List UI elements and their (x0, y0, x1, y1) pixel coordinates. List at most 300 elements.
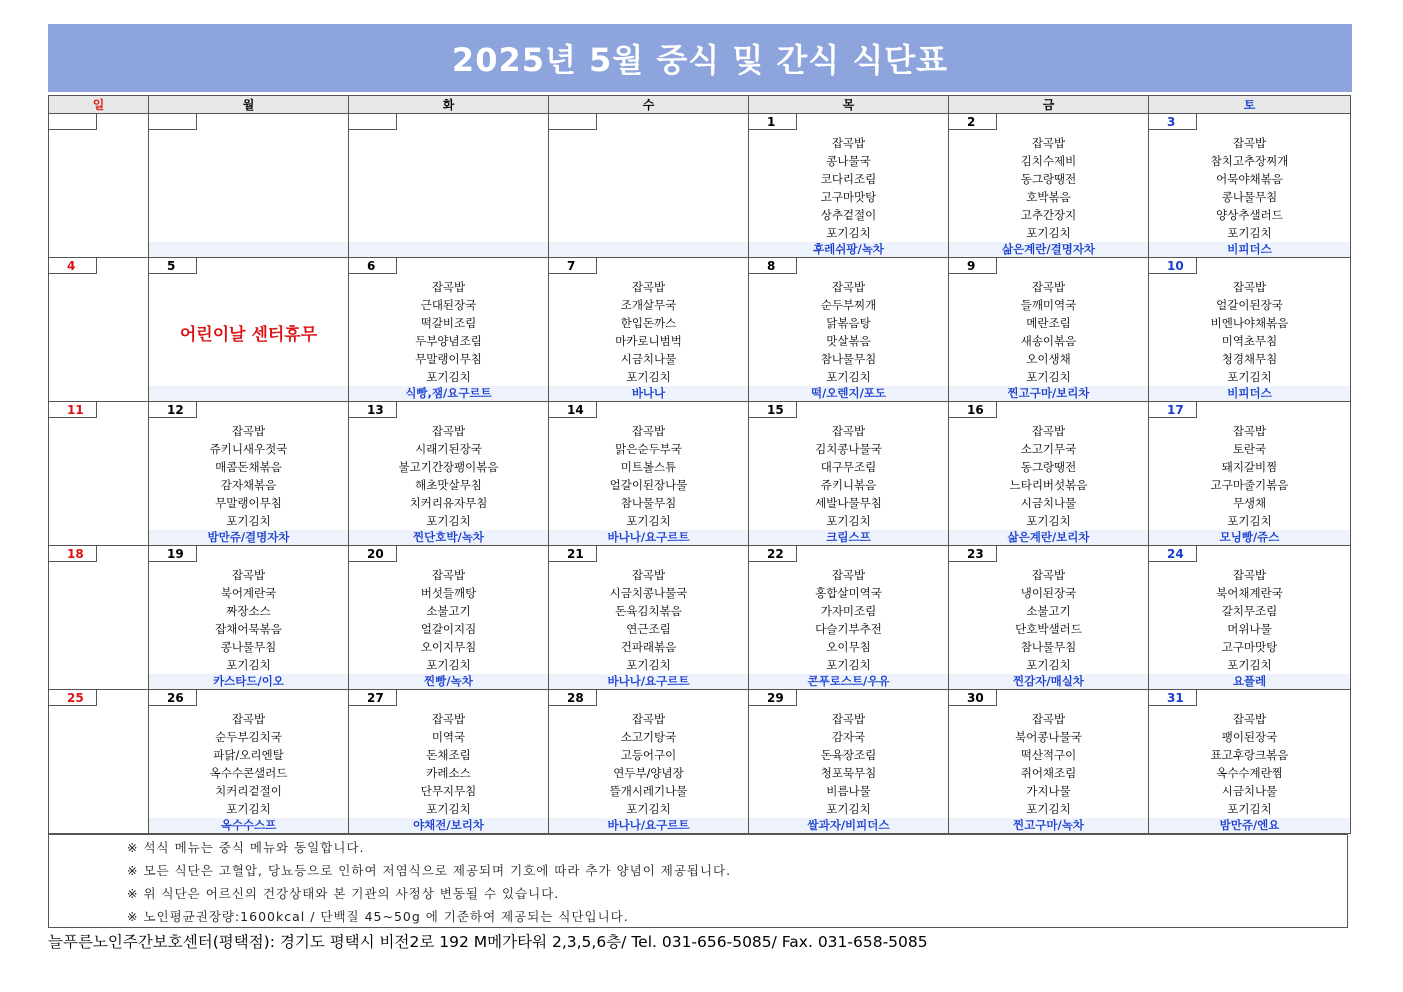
snack-label: 콘푸로스트/우유 (749, 674, 948, 689)
day-number: 18 (49, 546, 97, 562)
menu-item: 얼갈이된장국 (1216, 298, 1283, 312)
menu-item: 갈치무조림 (1221, 604, 1278, 618)
snack-label: 모닝빵/쥬스 (1149, 530, 1350, 545)
menu-list (149, 710, 348, 818)
menu-item: 닭볶음탕 (826, 316, 871, 330)
holiday-notice: 어린이날 센터휴무 (179, 325, 318, 345)
menu-item: 포기김치 (626, 370, 671, 384)
menu-list (1149, 710, 1350, 818)
menu-item: 옥수수콘샐러드 (209, 766, 288, 780)
day-cell (49, 690, 149, 834)
weekday-mon: 월 (149, 96, 349, 114)
snack-label (149, 386, 348, 401)
menu-item: 오이지무침 (420, 640, 477, 654)
menu-item: 포기김치 (826, 802, 871, 816)
menu-item: 고등어구이 (620, 748, 677, 762)
menu-item: 오이생채 (1026, 352, 1071, 366)
day-number: 11 (49, 402, 97, 418)
day-number: 24 (1149, 546, 1197, 562)
footer-address: 늘푸른노인주간보호센터(평택점): 경기도 평택시 비전2로 192 M메가타워 2,3,5,6층/ Tel. 031-656-5085/ Fax. 031-658-5085 (48, 933, 928, 951)
menu-list (1149, 566, 1350, 674)
day-cell (1149, 114, 1351, 258)
menu-item: 옥수수계란찜 (1216, 766, 1283, 780)
day-number: 21 (549, 546, 597, 562)
snack-label: 삶은계란/결명자차 (949, 242, 1148, 257)
menu-item: 잡곡밥 (831, 712, 866, 726)
menu-item: 오이무침 (826, 640, 871, 654)
menu-list (549, 422, 748, 530)
menu-item: 버섯들깨탕 (420, 586, 477, 600)
menu-item: 잡곡밥 (831, 280, 866, 294)
day-number: 26 (149, 690, 197, 706)
snack-label: 떡/오렌지/포도 (749, 386, 948, 401)
menu-item: 연근조림 (626, 622, 671, 636)
snack-label (149, 242, 348, 257)
menu-item: 순두부찌개 (820, 298, 877, 312)
snack-label: 크림스프 (749, 530, 948, 545)
menu-item: 포기김치 (426, 514, 471, 528)
menu-item: 어묵야채볶음 (1216, 172, 1283, 186)
snack-label: 후레쉬팡/녹차 (749, 242, 948, 257)
day-number: 20 (349, 546, 397, 562)
menu-item: 쥬키니새우젓국 (209, 442, 288, 456)
menu-list (749, 710, 948, 818)
menu-item: 잡곡밥 (631, 568, 666, 582)
menu-item: 참나물무침 (820, 352, 877, 366)
menu-item: 고구마맛탕 (820, 190, 877, 204)
menu-item: 포기김치 (426, 370, 471, 384)
menu-item: 잡곡밥 (831, 568, 866, 582)
menu-item: 포기김치 (826, 514, 871, 528)
menu-item: 미역국 (431, 730, 466, 744)
day-cell (749, 546, 949, 690)
snack-label: 쌀과자/비피더스 (749, 818, 948, 833)
day-number: 7 (549, 258, 597, 274)
day-number: 9 (949, 258, 997, 274)
menu-item: 포기김치 (1026, 370, 1071, 384)
day-number: 2 (949, 114, 997, 130)
day-cell (749, 114, 949, 258)
menu-item: 북어채계란국 (1216, 586, 1283, 600)
weekday-sun: 일 (49, 96, 149, 114)
snack-label: 카스타드/이오 (149, 674, 348, 689)
menu-item: 포기김치 (1227, 514, 1272, 528)
weekday-header-row (49, 96, 1351, 114)
menu-item: 돼지갈비찜 (1221, 460, 1278, 474)
menu-item: 포기김치 (1227, 658, 1272, 672)
day-cell (149, 546, 349, 690)
weekday-sat: 토 (1149, 96, 1351, 114)
snack-label: 바나나 (549, 386, 748, 401)
menu-item: 청포묵무침 (820, 766, 877, 780)
note-line: ※ 노인평균권장량:1600kcal / 단백질 45~50g 에 기준하여 제공되는 식단입니다. (127, 909, 629, 924)
day-cell (949, 690, 1149, 834)
menu-item: 대구무조림 (820, 460, 877, 474)
menu-item: 시금치콩나물국 (609, 586, 688, 600)
weekday-tue: 화 (349, 96, 549, 114)
snack-label: 찐단호박/녹차 (349, 530, 548, 545)
snack-label: 찐감자/매실차 (949, 674, 1148, 689)
menu-item: 감자채볶음 (220, 478, 277, 492)
menu-item: 비름나물 (826, 784, 871, 798)
snack-label: 찐고구마/녹차 (949, 818, 1148, 833)
menu-item: 고구마맛탕 (1221, 640, 1278, 654)
day-cell (949, 114, 1149, 258)
menu-list (949, 134, 1148, 242)
menu-list (949, 422, 1148, 530)
menu-item: 가지나물 (1026, 784, 1071, 798)
day-number: 23 (949, 546, 997, 562)
menu-list (749, 566, 948, 674)
day-number: 28 (549, 690, 597, 706)
menu-item: 얼갈이지짐 (420, 622, 477, 636)
week-row (49, 546, 1351, 690)
menu-item: 잡곡밥 (1232, 712, 1267, 726)
menu-item: 참나물무침 (1020, 640, 1077, 654)
menu-item: 포기김치 (226, 658, 271, 672)
menu-item: 시래기된장국 (415, 442, 482, 456)
menu-list (949, 710, 1148, 818)
menu-item: 김치수제비 (1020, 154, 1077, 168)
menu-list (749, 134, 948, 242)
menu-item: 시금치나물 (1020, 496, 1077, 510)
menu-item: 동그랑땡전 (1020, 460, 1077, 474)
menu-item: 소고기탕국 (620, 730, 677, 744)
menu-item: 포기김치 (1026, 514, 1071, 528)
note-line: ※ 모든 식단은 고혈압, 당뇨등으로 인하여 저염식으로 제공되며 기호에 따라 추가 양념이 제공됩니다. (127, 863, 732, 878)
day-cell (49, 546, 149, 690)
day-number: 27 (349, 690, 397, 706)
menu-item: 얼갈이된장나물 (609, 478, 688, 492)
menu-item: 소불고기 (426, 604, 471, 618)
snack-label (549, 242, 748, 257)
menu-list (349, 278, 548, 386)
day-cell (349, 258, 549, 402)
day-number: 4 (49, 258, 97, 274)
snack-label: 바나나/요구르트 (549, 818, 748, 833)
day-number: 13 (349, 402, 397, 418)
day-cell (149, 114, 349, 258)
menu-item: 머위나물 (1227, 622, 1272, 636)
week-row (49, 690, 1351, 834)
menu-item: 잡곡밥 (1232, 568, 1267, 582)
menu-item: 돈육장조림 (820, 748, 877, 762)
menu-item: 한입돈까스 (620, 316, 677, 330)
menu-item: 두부양념조림 (415, 334, 482, 348)
menu-item: 콩나물무침 (1221, 190, 1278, 204)
menu-item: 건파래볶음 (620, 640, 677, 654)
day-cell (549, 546, 749, 690)
menu-item: 김치콩나물국 (815, 442, 882, 456)
day-number: 16 (949, 402, 997, 418)
menu-item: 잡곡밥 (1232, 136, 1267, 150)
menu-list (949, 566, 1148, 674)
day-cell (749, 258, 949, 402)
menu-list (149, 566, 348, 674)
day-number: 25 (49, 690, 97, 706)
day-cell (1149, 402, 1351, 546)
menu-item: 불고기간장팽이볶음 (398, 460, 499, 474)
day-cell (749, 402, 949, 546)
snack-label: 밤만쥬/결명자차 (149, 530, 348, 545)
snack-label: 바나나/요구르트 (549, 674, 748, 689)
day-cell (1149, 546, 1351, 690)
menu-item: 잡곡밥 (231, 424, 266, 438)
menu-item: 포기김치 (826, 226, 871, 240)
menu-item: 잡곡밥 (1031, 280, 1066, 294)
snack-label: 옥수수스프 (149, 818, 348, 833)
page-title: 2025년 5월 중식 및 간식 식단표 (451, 41, 949, 79)
menu-item: 잡곡밥 (431, 280, 466, 294)
day-cell (1149, 258, 1351, 402)
menu-item: 세발나물무침 (815, 496, 882, 510)
weekday-wed: 수 (549, 96, 749, 114)
menu-item: 떡갈비조림 (420, 316, 477, 330)
menu-item: 카레소스 (426, 766, 471, 780)
weekday-thu: 목 (749, 96, 949, 114)
day-number: 15 (749, 402, 797, 418)
day-number (549, 114, 597, 130)
day-cell (549, 114, 749, 258)
menu-item: 포기김치 (1026, 802, 1071, 816)
menu-item: 짜장소스 (226, 604, 271, 618)
day-cell (549, 258, 749, 402)
menu-item: 잡곡밥 (231, 568, 266, 582)
menu-list (549, 710, 748, 818)
menu-item: 단호박샐러드 (1015, 622, 1082, 636)
menu-item: 미트볼스튜 (620, 460, 677, 474)
menu-item: 포기김치 (426, 802, 471, 816)
menu-list (1149, 134, 1350, 242)
day-number (149, 114, 197, 130)
day-number: 3 (1149, 114, 1197, 130)
menu-item: 들깨미역국 (1020, 298, 1077, 312)
menu-item: 토란국 (1232, 442, 1267, 456)
menu-item: 냉이된장국 (1020, 586, 1077, 600)
menu-list (949, 278, 1148, 386)
title-bar (48, 24, 1352, 92)
menu-list (1149, 422, 1350, 530)
day-cell (49, 402, 149, 546)
menu-item: 잡곡밥 (231, 712, 266, 726)
menu-list (349, 566, 548, 674)
menu-item: 포기김치 (826, 658, 871, 672)
menu-item: 포기김치 (1227, 226, 1272, 240)
menu-item: 다슬기부추전 (815, 622, 882, 636)
day-number: 12 (149, 402, 197, 418)
menu-item: 새송이볶음 (1020, 334, 1077, 348)
menu-item: 고구마줄기볶음 (1210, 478, 1289, 492)
menu-item: 돈채조림 (426, 748, 471, 762)
menu-item: 코다리조림 (820, 172, 877, 186)
week-row (49, 258, 1351, 402)
menu-item: 감자국 (831, 730, 866, 744)
menu-item: 미역초무침 (1221, 334, 1278, 348)
menu-item: 잡곡밥 (631, 280, 666, 294)
day-cell (49, 114, 149, 258)
day-number: 14 (549, 402, 597, 418)
day-cell (49, 258, 149, 402)
menu-item: 해초맛살무침 (415, 478, 482, 492)
menu-list (749, 422, 948, 530)
menu-item: 쥬키니볶음 (820, 478, 877, 492)
snack-label: 바나나/요구르트 (549, 530, 748, 545)
menu-item: 연두부/양념장 (613, 766, 684, 780)
day-cell (549, 690, 749, 834)
menu-item: 맑은순두부국 (615, 442, 682, 456)
menu-list (349, 710, 548, 818)
menu-item: 북어계란국 (220, 586, 277, 600)
menu-item: 매콤돈채볶음 (215, 460, 282, 474)
day-cell (949, 258, 1149, 402)
menu-item: 포기김치 (626, 802, 671, 816)
day-cell (349, 114, 549, 258)
menu-item: 잡곡밥 (431, 712, 466, 726)
snack-label: 찐고구마/보리차 (949, 386, 1148, 401)
menu-item: 잡곡밥 (431, 568, 466, 582)
menu-item: 포기김치 (1026, 226, 1071, 240)
menu-item: 북어콩나물국 (1015, 730, 1082, 744)
calendar-body (49, 114, 1351, 834)
menu-item: 단무지무침 (420, 784, 477, 798)
menu-item: 양상추샐러드 (1216, 208, 1283, 222)
menu-item: 팽이된장국 (1221, 730, 1278, 744)
menu-item: 호박볶음 (1026, 190, 1071, 204)
day-number: 5 (149, 258, 197, 274)
menu-item: 잡곡밥 (1031, 712, 1066, 726)
menu-item: 치커리유자무침 (409, 496, 488, 510)
day-number: 6 (349, 258, 397, 274)
snack-label: 비피더스 (1149, 386, 1350, 401)
snack-label: 밤만쥬/엔요 (1149, 818, 1350, 833)
menu-item: 순두부김치국 (215, 730, 282, 744)
weekday-fri: 금 (949, 96, 1149, 114)
snack-label: 야채전/보리차 (349, 818, 548, 833)
menu-list (749, 278, 948, 386)
menu-item: 홍합살미역국 (815, 586, 882, 600)
menu-item: 파닭/오리엔탈 (213, 748, 284, 762)
menu-item: 치커리겉절이 (215, 784, 282, 798)
day-number: 17 (1149, 402, 1197, 418)
note-line: ※ 위 식단은 어르신의 건강상태와 본 기관의 사정상 변동될 수 있습니다. (127, 886, 560, 901)
menu-item: 가자미조림 (820, 604, 877, 618)
day-cell (149, 690, 349, 834)
day-cell (349, 402, 549, 546)
menu-item: 잡채어묵볶음 (215, 622, 282, 636)
day-number (49, 114, 97, 130)
menu-item: 포기김치 (226, 514, 271, 528)
day-number: 29 (749, 690, 797, 706)
menu-item: 잡곡밥 (1031, 424, 1066, 438)
day-number: 22 (749, 546, 797, 562)
snack-label: 삶은계란/보리차 (949, 530, 1148, 545)
day-cell (949, 402, 1149, 546)
menu-list (549, 566, 748, 674)
day-cell (549, 402, 749, 546)
day-cell (1149, 690, 1351, 834)
day-cell (949, 546, 1149, 690)
menu-item: 포기김치 (1026, 658, 1071, 672)
day-cell (349, 546, 549, 690)
day-number (349, 114, 397, 130)
menu-item: 메란조림 (1026, 316, 1071, 330)
snack-label (349, 242, 548, 257)
menu-item: 청경채무침 (1221, 352, 1278, 366)
menu-item: 참치고추장찌개 (1210, 154, 1289, 168)
menu-item: 돈육김치볶음 (615, 604, 682, 618)
menu-item: 포기김치 (1227, 370, 1272, 384)
menu-item: 잡곡밥 (631, 712, 666, 726)
menu-list (149, 422, 348, 530)
menu-item: 상추겉절이 (820, 208, 877, 222)
menu-item: 잡곡밥 (631, 424, 666, 438)
menu-item: 뜰개시레기나물 (609, 784, 688, 798)
day-number: 30 (949, 690, 997, 706)
menu-item: 무말랭이무침 (415, 352, 482, 366)
menu-item: 소불고기 (1026, 604, 1071, 618)
menu-item: 맛살볶음 (826, 334, 871, 348)
menu-item: 잡곡밥 (431, 424, 466, 438)
day-number: 10 (1149, 258, 1197, 274)
day-number: 19 (149, 546, 197, 562)
menu-item: 포기김치 (426, 658, 471, 672)
menu-item: 잡곡밥 (1031, 136, 1066, 150)
snack-label: 비피더스 (1149, 242, 1350, 257)
day-number: 31 (1149, 690, 1197, 706)
menu-item: 동그랑땡전 (1020, 172, 1077, 186)
menu-item: 무생채 (1232, 496, 1267, 510)
day-number: 1 (749, 114, 797, 130)
menu-item: 시금치나물 (620, 352, 677, 366)
menu-item: 포기김치 (626, 514, 671, 528)
note-line: ※ 석식 메뉴는 중식 메뉴와 동일합니다. (127, 840, 365, 855)
menu-item: 포기김치 (226, 802, 271, 816)
menu-item: 느타리버섯볶음 (1009, 478, 1088, 492)
snack-label: 요플레 (1149, 674, 1350, 689)
menu-item: 쥐어채조림 (1020, 766, 1077, 780)
day-cell (349, 690, 549, 834)
menu-item: 마카로니범벅 (615, 334, 682, 348)
snack-label: 식빵,잼/요구르트 (349, 386, 548, 401)
menu-item: 잡곡밥 (831, 424, 866, 438)
menu-item: 잡곡밥 (831, 136, 866, 150)
snack-label: 찐빵/녹차 (349, 674, 548, 689)
menu-item: 잡곡밥 (1031, 568, 1066, 582)
day-cell (749, 690, 949, 834)
menu-item: 고추간장지 (1020, 208, 1077, 222)
menu-item: 잡곡밥 (1232, 424, 1267, 438)
menu-list (549, 278, 748, 386)
menu-item: 비엔나야채볶음 (1210, 316, 1289, 330)
menu-calendar (48, 95, 1351, 834)
menu-item: 포기김치 (1227, 802, 1272, 816)
day-number: 8 (749, 258, 797, 274)
menu-item: 근대된장국 (420, 298, 477, 312)
notes-box (48, 834, 1348, 928)
menu-item: 콩나물국 (826, 154, 871, 168)
day-cell (149, 402, 349, 546)
menu-item: 콩나물무침 (220, 640, 277, 654)
day-cell (149, 258, 349, 402)
menu-list (1149, 278, 1350, 386)
menu-item: 참나물무침 (620, 496, 677, 510)
menu-item: 소고기무국 (1020, 442, 1077, 456)
menu-item: 표고후랑크볶음 (1210, 748, 1289, 762)
menu-item: 조개살무국 (620, 298, 677, 312)
week-row (49, 402, 1351, 546)
menu-item: 잡곡밥 (1232, 280, 1267, 294)
menu-list (349, 422, 548, 530)
